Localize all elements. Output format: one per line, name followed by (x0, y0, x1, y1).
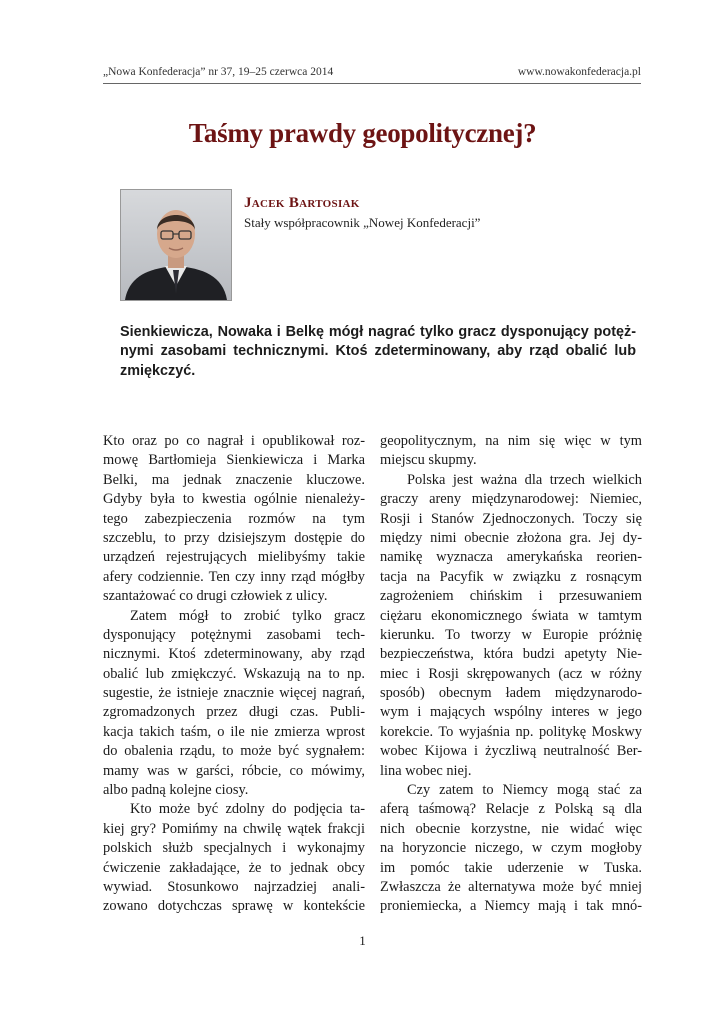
body-line: graczy areny międzynarodowej: Niemiec, (380, 491, 642, 508)
body-line: Belki, ma jednak znaczenie kluczowe. (103, 471, 365, 488)
body-line: szantażować co drugi człowiek z ulicy. (103, 588, 328, 605)
body-line: dysponujący potężnymi zasobami tech- (103, 626, 365, 643)
body-line: albo padną kolejne ciosy. (103, 782, 249, 799)
header-divider (103, 83, 641, 84)
article-title: Taśmy prawdy geopolitycznej? (188, 118, 537, 148)
body-line: Kto może być zdolny do podjęcia ta- (130, 801, 365, 818)
body-line: Zwłaszcza że alternatywa może być mniej (380, 878, 642, 895)
body-line: obalić lub zmiękczyć. Wskazują na to np. (103, 665, 365, 682)
body-line: do obalenia rządu, to może być sygnałem: (103, 743, 365, 760)
body-line: nicznymi. Ktoś zdeterminowany, aby rząd (103, 646, 365, 663)
body-column-right (380, 432, 642, 917)
lead-line: nymi zasobami technicznymi. Ktoś zdeterminowany, aby rząd obalić lub (120, 343, 636, 360)
author-name: Jacek Bartosiak (244, 195, 360, 211)
body-line: kiej gry? Pomińmy na chwilę wątek frakcji (103, 820, 365, 837)
body-line: lina wobec niej. (380, 762, 472, 779)
article-lead (120, 322, 636, 380)
body-line: tego zabezpieczenia rozmów na tym (103, 510, 365, 527)
body-line: Rosji i Stanów Zjednoczonych. Toczy się (380, 510, 642, 527)
body-line: kierunku. To tworzy w Europie próżnię (380, 626, 642, 643)
body-line: Polska jest ważna dla trzech wielkich (407, 471, 642, 488)
body-line: miejscu skupmy. (380, 452, 477, 469)
website-link[interactable]: www.nowakonfederacja.pl (517, 66, 641, 78)
body-line: afery codziennie. Ten czy inny rząd mógłby (103, 568, 365, 585)
body-line: korekcie. To wyjaśnia np. politykę Moskwy (380, 723, 642, 740)
body-line: kacja takich taśm, o ile nie zmierza wprost (103, 723, 365, 740)
author-role: Stały współpracownik „Nowej Konfederacji” (244, 215, 481, 230)
body-line: polskich służb specjalnych i wykonajmy (103, 840, 365, 857)
body-line: Gdyby była to kwestia ogólnie nienależy- (103, 491, 365, 508)
body-line: im pomóc takie uderzenie w Tuska. (380, 859, 642, 876)
body-line: mowę Bartłomieja Sienkiewicza i Marka (103, 452, 365, 469)
journal-issue-label: „Nowa Konfederacja” nr 37, 19–25 czerwca 2014 (103, 66, 334, 78)
author-photo (120, 189, 232, 301)
page-number: 1 (359, 933, 366, 948)
body-line: proniemiecka, a Niemcy mają i tak mnó- (380, 898, 642, 915)
body-line: Kto oraz po co nagrał i opublikował roz- (103, 433, 365, 449)
body-line: wym i mających wspólny interes w jego (380, 704, 642, 721)
lead-line: Sienkiewicza, Nowaka i Belkę mógł nagrać tylko gracz dysponujący potęż- (120, 324, 636, 340)
body-line: ćwiczenie zakładające, że to jednak obcy (103, 859, 365, 876)
body-line: sposób) obecnym ładem międzynarodo- (380, 685, 642, 702)
body-line: wywiad. Stosunkowo najrzadziej anali- (103, 878, 365, 895)
body-line: mamy was w garści, róbcie, co mówimy, (103, 762, 365, 779)
body-line: zgromadzonych przez długi czas. Publi- (103, 704, 365, 721)
body-line: zowano dotychczas sprawę w kontekście (103, 898, 365, 915)
body-column-left (103, 432, 365, 917)
body-line: zagrożeniem chińskim i przesuwaniem (380, 588, 642, 605)
body-line: szczeblu, to przy dzisiejszym dostępie do (103, 529, 365, 546)
body-line: Zatem mógł to zrobić tylko gracz (130, 607, 365, 624)
body-line: sugestie, że istnieje znacznie więcej nagrań, (103, 685, 365, 702)
body-line: ciężaru ekonomicznego świata w tamtym (380, 607, 642, 624)
body-line: wobec Kijowa i życzliwą neutralność Ber- (380, 743, 642, 760)
body-line: nich obecnie korzystne, nie widać więc (380, 820, 642, 837)
body-line: tacja na Pacyfik w związku z rosnącym (380, 568, 642, 585)
body-line: miec i Rosji skrępowanych (acz w różny (380, 665, 642, 682)
author-portrait-icon (121, 190, 231, 300)
body-line: bezpieczeństwa, która budzi apetyty Nie- (380, 646, 642, 663)
body-line: namikę wyznacza amerykańska reorien- (380, 549, 642, 566)
lead-line: zmiękczyć. (120, 362, 196, 379)
body-line: urządzeń rejestrujących mielibyśmy takie (103, 549, 365, 566)
body-line: geopolitycznym, na nim się więc w tym (380, 433, 642, 449)
body-line: między nimi obecnie złożona gra. Jej dy- (380, 529, 642, 546)
body-line: Czy zatem to Niemcy mogą stać za (407, 782, 642, 799)
body-line: na horyzoncie niczego, w czym mogłoby (380, 840, 642, 857)
body-line: aferą taśmową? Relacje z Polską są dla (380, 801, 642, 818)
